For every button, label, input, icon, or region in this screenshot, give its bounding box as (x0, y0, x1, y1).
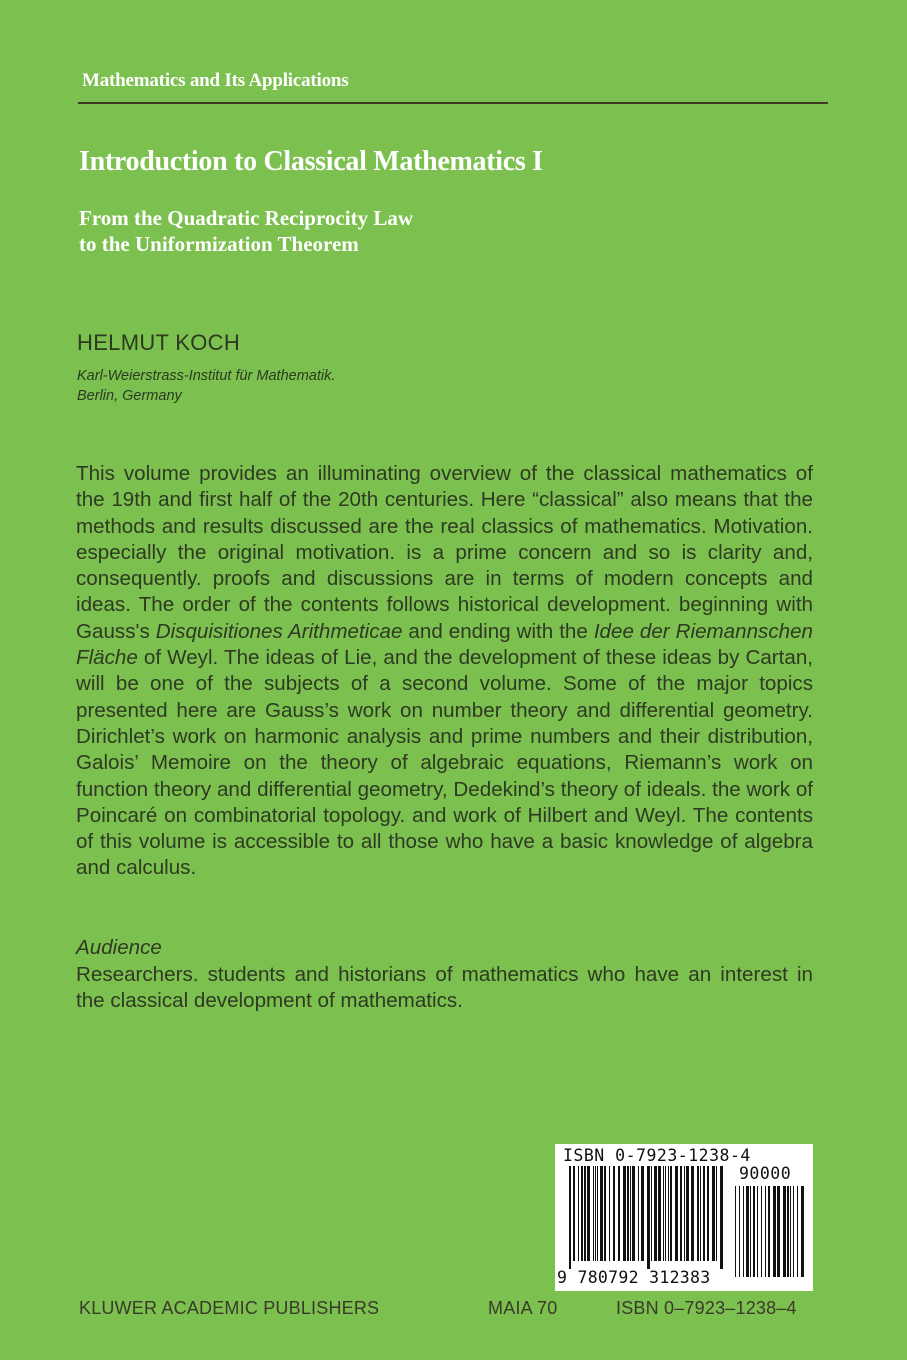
barcode-bar (735, 1186, 736, 1277)
subtitle-line-2: to the Uniformization Theorem (79, 232, 359, 256)
series-title: Mathematics and Its Applications (82, 70, 349, 91)
barcode-bar (569, 1166, 571, 1269)
barcode-bar (686, 1166, 689, 1261)
barcode-bar (797, 1186, 798, 1277)
barcode-bar (716, 1166, 717, 1261)
footer-publisher: KLUWER ACADEMIC PUBLISHERS (79, 1298, 380, 1318)
barcode-bar (581, 1166, 583, 1261)
barcode-bar (712, 1166, 715, 1261)
barcode-bar (604, 1166, 606, 1261)
barcode-bar (793, 1186, 794, 1277)
barcode-bar (597, 1166, 598, 1261)
barcode-bar (783, 1186, 786, 1277)
barcode-bar (654, 1166, 657, 1261)
barcode-bar (627, 1166, 629, 1261)
barcode (555, 1144, 813, 1291)
barcode-bar (757, 1186, 758, 1277)
barcode-bar (587, 1166, 590, 1261)
barcode-bar (773, 1186, 776, 1277)
barcode-bar (658, 1166, 661, 1261)
description-paragraph (76, 461, 813, 882)
book-subtitle (79, 205, 413, 257)
header-rule (78, 102, 828, 104)
description (76, 461, 813, 882)
barcode-bar (573, 1166, 575, 1261)
subtitle-line-1: From the Quadratic Reciprocity Law (79, 206, 414, 230)
barcode-bar (638, 1166, 639, 1261)
affiliation-line-2: Berlin, Germany (77, 388, 182, 404)
audience-heading: Audience (76, 936, 162, 959)
barcode-bar (668, 1166, 669, 1261)
barcode-bar (578, 1166, 579, 1261)
barcode-price-code: 90000 (739, 1164, 792, 1183)
footer-isbn: ISBN 0–7923–1238–4 (616, 1298, 797, 1318)
author-name: HELMUT KOCH (77, 330, 241, 355)
barcode-bar (753, 1186, 755, 1277)
barcode-bar (761, 1186, 762, 1277)
barcode-bar (703, 1166, 705, 1261)
barcode-bar (700, 1166, 701, 1261)
barcode-bar (743, 1186, 744, 1277)
description-italic-2: Idee der Riemannschen Fläche (76, 619, 813, 670)
description-text-3: of Weyl. The ideas of Lie, and the development of these ideas by Cartan, will be one of the subjects of a second volume. Some of the major topics presented here are Gauss’s work on number theory and differential geometry. Dirichlet’s work on harmonic analysis and prime numbers and their distribution, Galois’ Memoire on the theory of algebraic equations, Riemann’s work on function theory and differential geometry, Dedekind’s theory of ideals. the work of Poincaré on combinatorial topology. and work of Hilbert and Weyl. The contents of this volume is accessible to all those who have a basic knowledge of algebra and calculus. (76, 646, 813, 880)
barcode-bar (790, 1186, 791, 1277)
audience-text: Researchers. students and historians of mathematics who have an interest in the classical development of mathematics. (76, 963, 813, 1013)
description-italic-1: Disquisitiones Arithmeticae (155, 619, 403, 643)
barcode-bar (777, 1186, 780, 1277)
barcode-bar (651, 1166, 652, 1261)
barcode-bar (595, 1166, 596, 1261)
barcode-bar (675, 1166, 678, 1261)
author-affiliation (77, 366, 335, 406)
barcode-bar (600, 1166, 603, 1261)
barcode-bar (746, 1186, 749, 1277)
barcode-bar (623, 1166, 626, 1261)
barcode-ean: 9 780792 312383 (557, 1268, 711, 1287)
affiliation-line-1: Karl-Weierstrass-Institut für Mathematik. (77, 368, 336, 384)
barcode-bar (618, 1166, 620, 1261)
barcode-addon-bars (735, 1186, 805, 1285)
barcode-bar (739, 1186, 740, 1277)
barcode-main-bars (569, 1166, 724, 1269)
barcode-bar (632, 1166, 635, 1261)
barcode-bar (593, 1166, 594, 1261)
book-title: Introduction to Classical Mathematics I (79, 146, 543, 177)
barcode-bar (801, 1186, 804, 1277)
barcode-bar (665, 1166, 666, 1261)
barcode-bar (680, 1166, 682, 1261)
barcode-bar (670, 1166, 672, 1261)
barcode-bar (765, 1186, 766, 1277)
barcode-bar (750, 1186, 751, 1277)
barcode-bar (768, 1186, 770, 1277)
barcode-bar (609, 1166, 610, 1261)
barcode-bar (663, 1166, 664, 1261)
barcode-bar (647, 1166, 650, 1269)
barcode-isbn: ISBN 0-7923-1238-4 (563, 1146, 751, 1165)
barcode-bar (707, 1166, 709, 1261)
barcode-bar (584, 1166, 586, 1261)
description-text-2: and ending with the (402, 619, 594, 643)
barcode-bar (641, 1166, 644, 1261)
barcode-bar (720, 1166, 723, 1269)
barcode-bar (613, 1166, 615, 1261)
barcode-bar (787, 1186, 789, 1277)
description-text-1: This volume provides an illuminating overview of the classical mathematics of the 19th and first half of the 20th centuries. Here “classical” also means that the methods and results discussed are the real classics of mathematics. Motivation. especially the original motivation. is a prime concern and so is clarity and, consequently. proofs and discussions are in terms of modern concepts and ideas. The order of the contents follows historical development. beginning with Gauss's (76, 462, 813, 643)
footer-series-number: MAIA 70 (488, 1298, 558, 1318)
barcode-bar (630, 1166, 631, 1261)
barcode-bar (684, 1166, 685, 1261)
barcode-bar (697, 1166, 699, 1261)
barcode-bar (691, 1166, 694, 1261)
